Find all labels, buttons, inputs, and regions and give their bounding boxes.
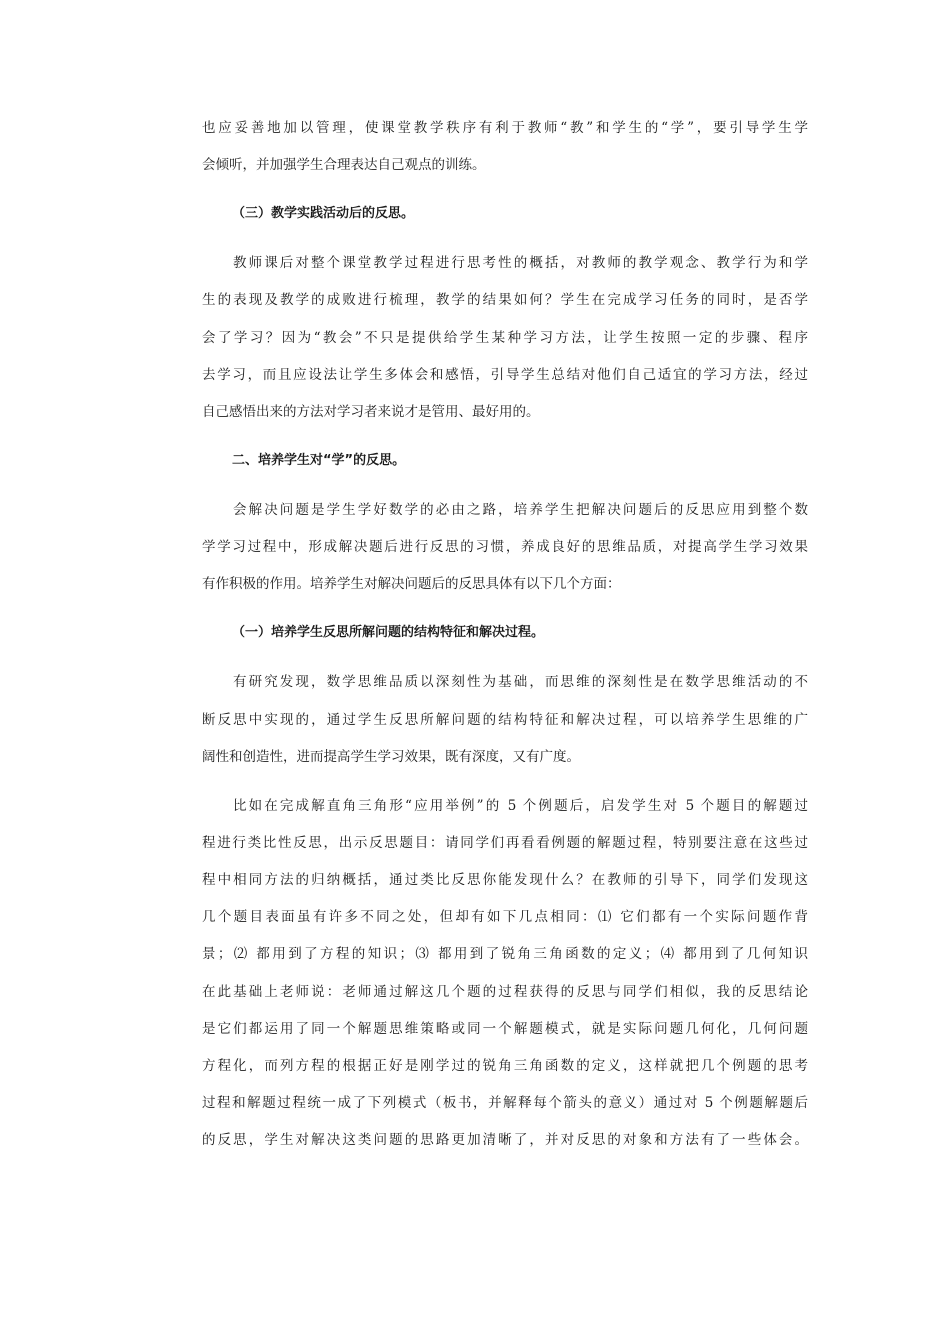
paragraph-line: 是它们都运用了同一个解题思维策略或同一个解题模式，就是实际问题几何化，几何问题 (202, 1020, 808, 1037)
paragraph-line: 教师课后对整个课堂教学过程进行思考性的概括，对教师的教学观念、教学行为和学 (233, 255, 808, 272)
paragraph-line: 也应妥善地加以管理，使课堂教学秩序有利于教师“教”和学生的“学”，要引导学生学 (202, 120, 808, 136)
subsection-heading-structure-features: （一）培养学生反思所解问题的结构特征和解决过程。 (232, 625, 545, 641)
paragraph-line: 有研究发现，数学思维品质以深刻性为基础，而思维的深刻性是在数学思维活动的不 (233, 674, 808, 691)
section-heading-reflection-after-practice: （三）教学实践活动后的反思。 (232, 206, 415, 222)
paragraph-line: 阔性和创造性，进而提高学生学习效果，既有深度，又有广度。 (202, 748, 580, 765)
paragraph-teacher-reflection (202, 253, 808, 422)
paragraph-line: 学学习过程中，形成解决题后进行反思的习惯，养成良好的思维品质，对提高学生学习效果 (202, 539, 808, 556)
paragraph-example (202, 796, 808, 1151)
paragraph-research-finding (202, 672, 808, 766)
paragraph-line: 会解决问题是学生学好数学的必由之路，培养学生把解决问题后的反思应用到整个数 (233, 501, 808, 518)
paragraph-line: 去学习，而且应设法让学生多体会和感悟，引导学生总结对他们自己适宜的学习方法，经过 (202, 366, 808, 383)
paragraph-line: 程进行类比性反思，出示反思题目：请同学们再看看例题的解题过程，特别要注意在这些过 (202, 834, 808, 851)
paragraph-line: 程中相同方法的归纳概括，通过类比反思你能发现什么？在教师的引导下，同学们发现这 (202, 872, 808, 889)
paragraph-management (202, 118, 808, 175)
paragraph-line: 在此基础上老师说：老师通过解这几个题的过程获得的反思与同学们相似，我的反思结论 (202, 983, 808, 1000)
paragraph-line: 方程化，而列方程的根据正好是刚学过的锐角三角函数的定义，这样就把几个例题的思考 (202, 1058, 808, 1074)
paragraph-line: 比如在完成解直角三角形“应用举例”的 5 个例题后，启发学生对 5 个题目的解题过 (233, 797, 808, 814)
paragraph-line: 自己感悟出来的方法对学习者来说才是管用、最好用的。 (202, 403, 540, 420)
paragraph-line: 有作积极的作用。培养学生对解决问题后的反思具体有以下几个方面： (202, 576, 621, 593)
paragraph-problem-solving (202, 500, 808, 594)
paragraph-line: 生的表现及教学的成败进行梳理，教学的结果如何？学生在完成学习任务的同时，是否学 (202, 292, 808, 309)
paragraph-line: 景；⑵ 都用到了方程的知识；⑶ 都用到了锐角三角函数的定义；⑷ 都用到了几何知识 (202, 946, 808, 963)
paragraph-line: 断反思中实现的，通过学生反思所解问题的结构特征和解决过程，可以培养学生思维的广 (202, 711, 808, 728)
section-heading-student-reflection: 二、培养学生对“学”的反思。 (232, 452, 406, 468)
paragraph-line: 的反思，学生对解决这类问题的思路更加清晰了，并对反思的对象和方法有了一些体会。 (202, 1132, 808, 1149)
paragraph-line: 会倾听，并加强学生合理表达自己观点的训练。 (202, 157, 486, 174)
paragraph-line: 会了学习？因为“教会”不只是提供给学生某种学习方法，让学生按照一定的步骤、程序 (202, 329, 808, 346)
paragraph-line: 几个题目表面虽有许多不同之处，但却有如下几点相同：⑴ 它们都有一个实际问题作背 (202, 909, 808, 926)
document-page (202, 118, 808, 1150)
paragraph-line: 过程和解题过程统一成了下列模式（板书，并解释每个箭头的意义）通过对 5 个例题解题后 (202, 1095, 808, 1112)
